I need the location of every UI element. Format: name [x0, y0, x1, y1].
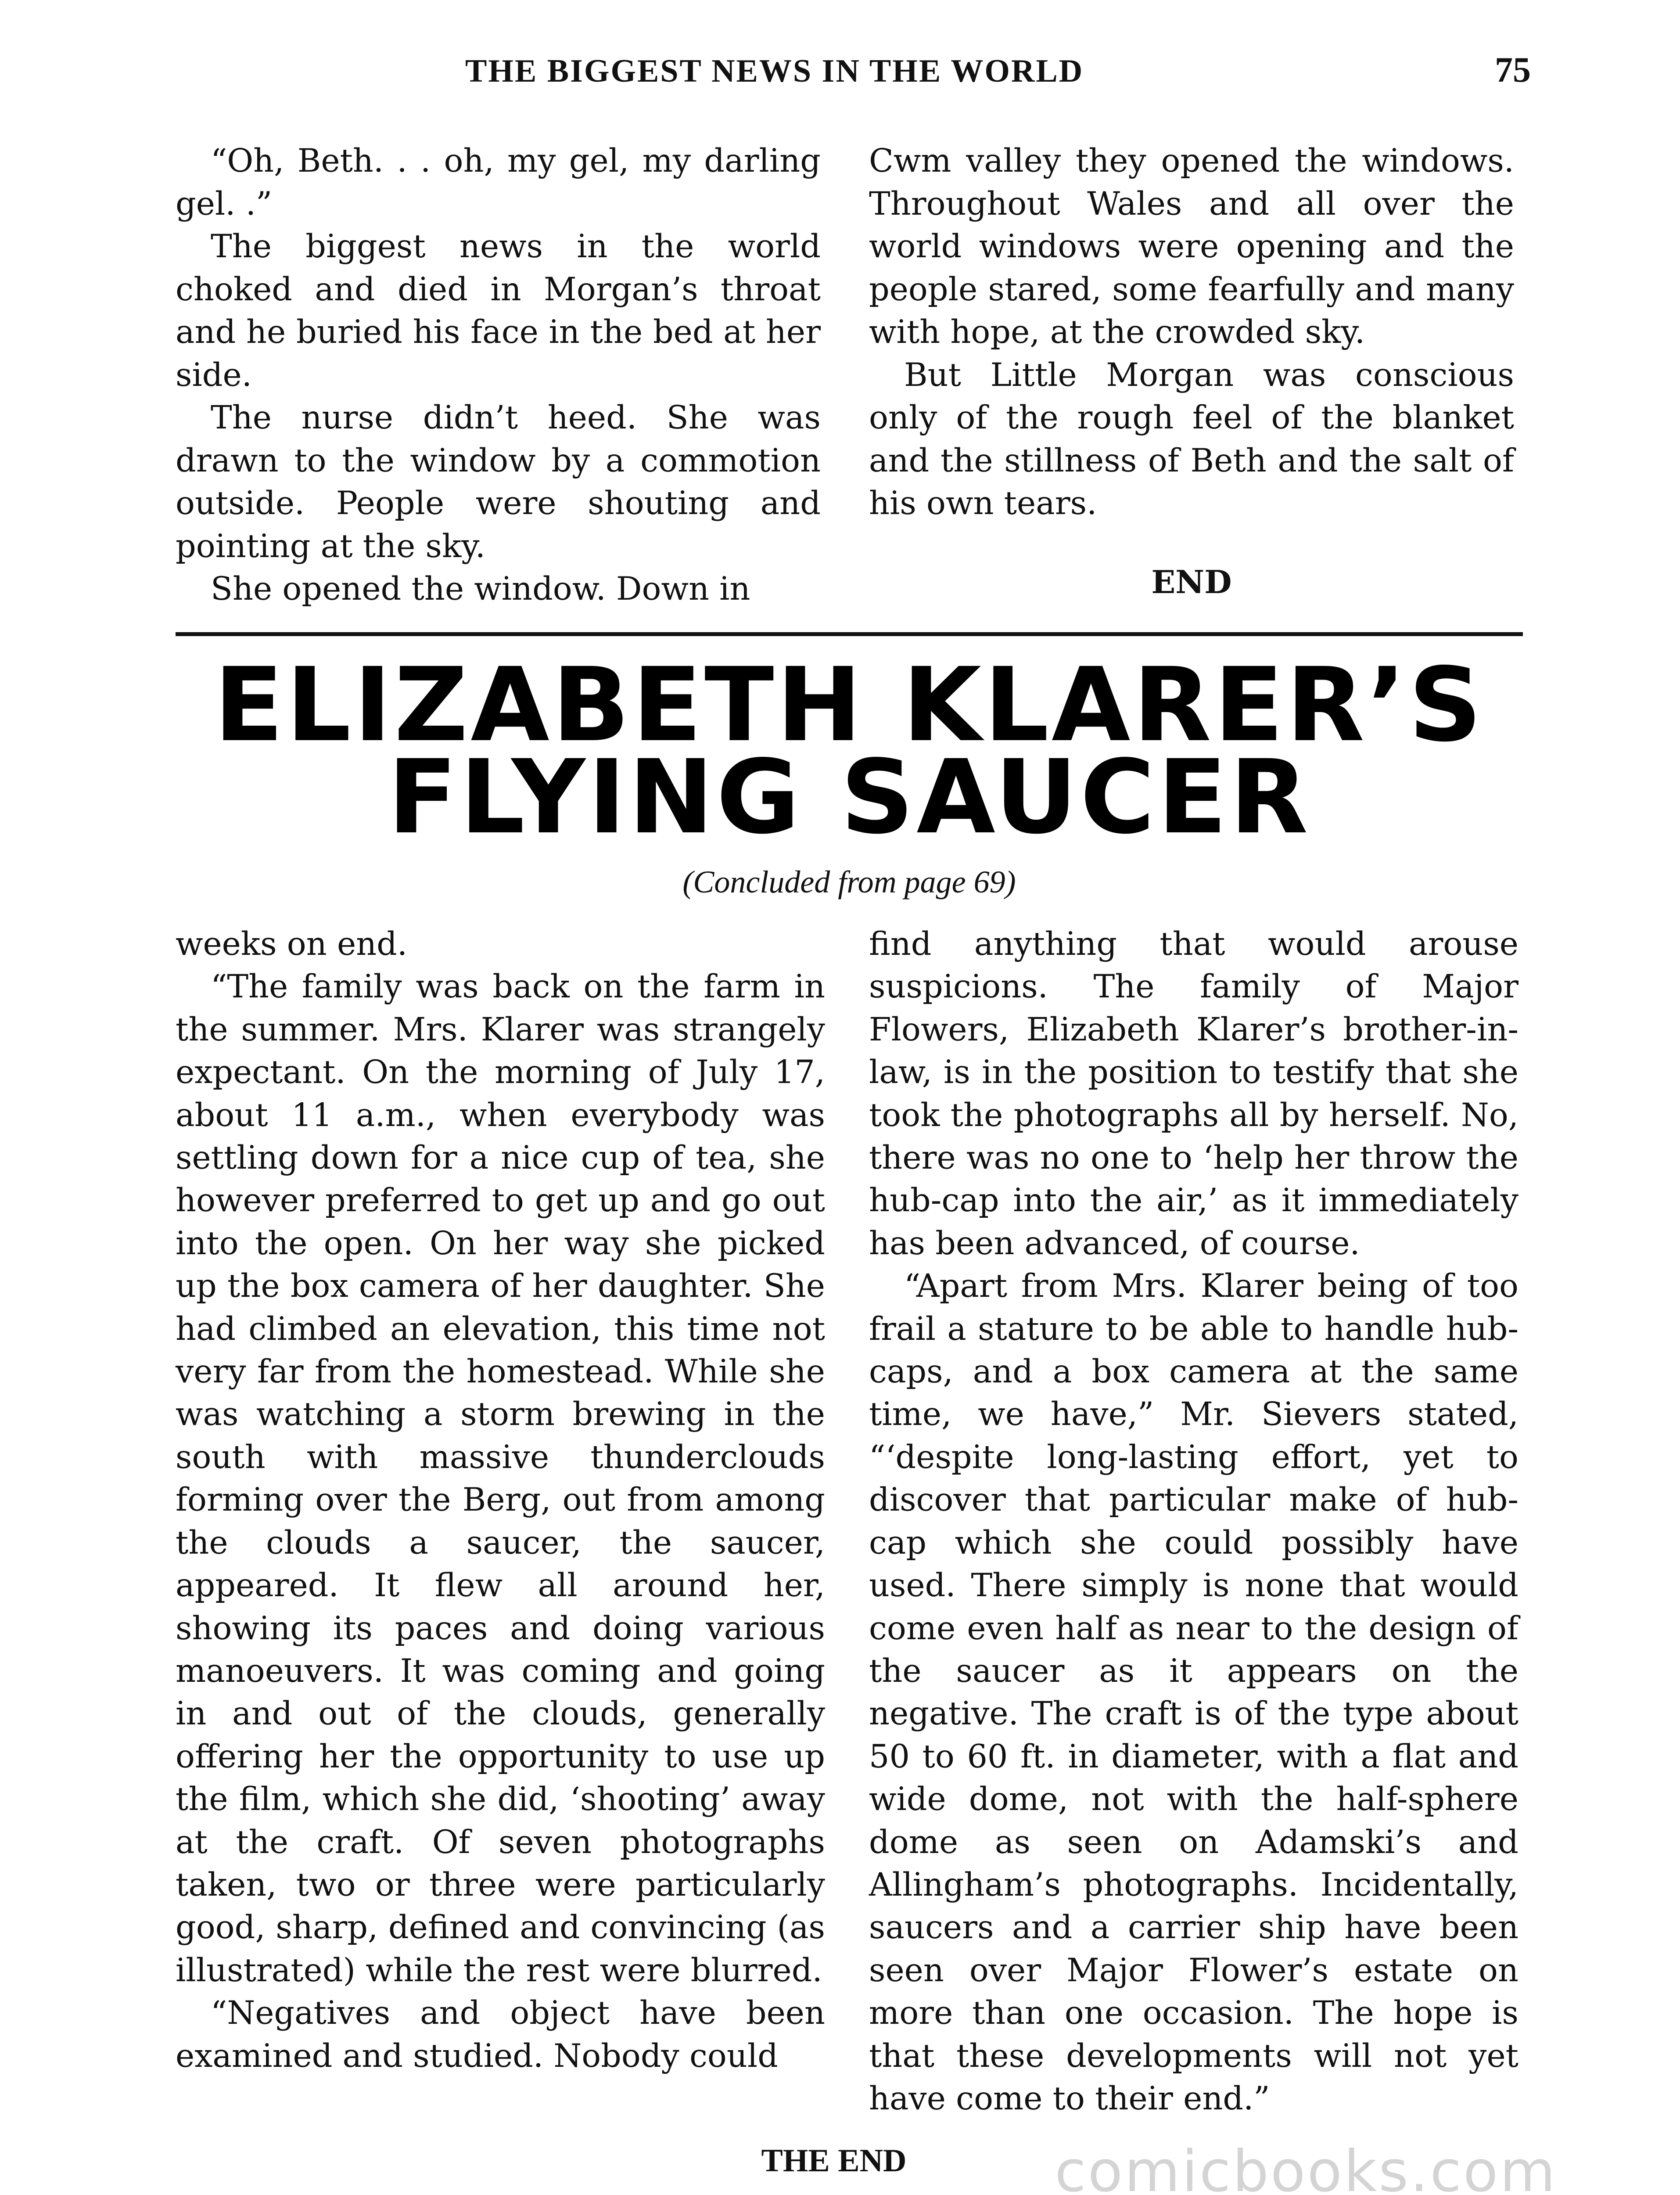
paragraph: “Negatives and object have been examined and studied. Nobody could [176, 1994, 825, 2075]
paragraph: “The family was back on the farm in the summer. Mrs. Klarer was strangely expectant. On the morning of July 17, about 11 a.m., when everybody was settling down for a nice cup of tea, she however preferred to get up and go out into the open. On her way she picked up the box camera of her daughter. She had climbed an elevation, this time not very far from the homestead. While she was watching a storm brewing in the south with massive thunderclouds forming over the Berg, out from among the clouds a saucer, the saucer, appeared. It flew all around her, showing its paces and doing various manoeuvers. It was coming and going in and out of the clouds, generally offering her the opportunity to use up the film, which she did, ‘shooting’ away at the craft. Of seven photographs taken, two or three were particularly good, sharp, defined and convincing (as illustrated) while the rest were blurred. [176, 968, 825, 1989]
paragraph: The biggest news in the world choked and died in Morgan’s throat and he buried his face in the bed at her side. [176, 228, 821, 394]
the-end-mark: THE END [761, 2143, 907, 2179]
site-watermark: comicbooks.com [1055, 2138, 1557, 2195]
paragraph: But Little Morgan was conscious only of the rough feel of the blanket and the stillness of Beth and the salt of his own tears. [869, 356, 1514, 522]
article-right-column [869, 923, 1518, 2120]
paragraph: The nurse didn’t heed. She was drawn to the window by a commotion outside. People were shouting and pointing at the sky. [176, 399, 821, 565]
article-left-column [176, 923, 825, 2077]
section-divider [176, 632, 1523, 636]
paragraph: She opened the window. Down in [211, 570, 750, 608]
story-end-left-column [176, 140, 821, 611]
paragraph: “Oh, Beth. . . oh, my gel, my darling gel. .” [176, 142, 821, 223]
running-head: THE BIGGEST NEWS IN THE WORLD [465, 53, 1084, 89]
paragraph: Cwm valley they opened the windows. Throughout Wales and all over the world windows were opening and the people stared, some fearfully and many with hope, at the crowded sky. [869, 142, 1514, 351]
story-end-mark: END [1151, 563, 1232, 601]
page-number: 75 [1495, 50, 1531, 90]
story-end-right-column [869, 140, 1514, 525]
paragraph: “Apart from Mrs. Klarer being of too frail a stature to be able to handle hub-caps, and a box camera at the same time, we have,” Mr. Sievers stated, “‘despite long-lasting effort, yet to discover that particular make of hub-cap which she could possibly have used. There simply is none that would come even half as near to the design of the saucer as it appears on the negative. The craft is of the type about 50 to 60 ft. in diameter, with a flat and wide dome, not with the half-sphere dome as seen on Adamski’s and Allingham’s photographs. Incidentally, saucers and a carrier ship have been seen over Major Flower’s estate on more than one occasion. The hope is that these developments will not yet have come to their end.” [869, 1267, 1518, 2117]
article-headline-line-2: FLYING SAUCER [388, 738, 1311, 856]
article-headline-line-1: ELIZABETH KLARER’S [214, 646, 1485, 764]
paragraph: weeks on end. [176, 925, 408, 963]
concluded-note: (Concluded from page 69) [682, 864, 1016, 900]
paragraph: find anything that would arouse suspicions. The family of Major Flowers, Elizabeth Klarer’s brother-in-law, is in the position to testify that she took the photographs all by herself. No, there was no one to ‘help her throw the hub-cap into the air,’ as it immediately has been advanced, of course. [869, 925, 1518, 1262]
